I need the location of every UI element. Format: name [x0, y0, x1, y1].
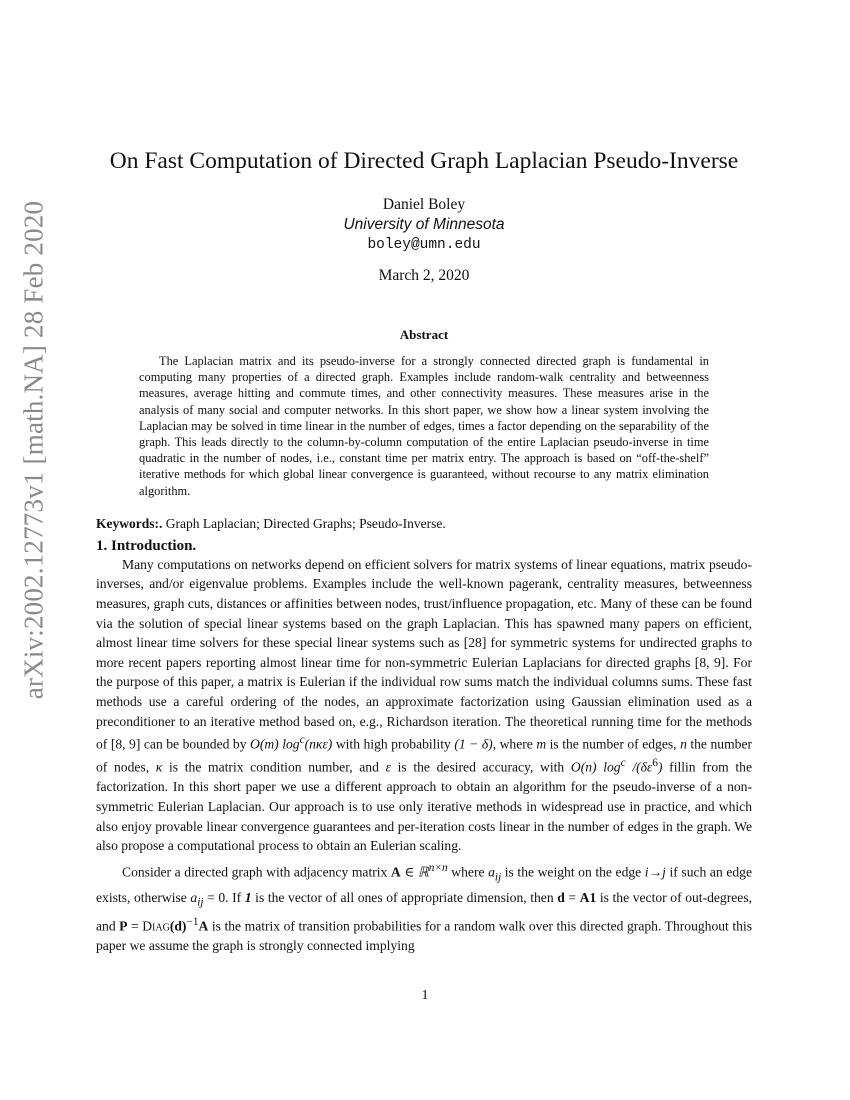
arxiv-stamp — [12, 200, 56, 700]
arxiv-stamp-text: arXiv:2002.12773v1 [math.NA] 28 Feb 2020 — [18, 200, 49, 700]
author-name: Daniel Boley — [382, 196, 466, 213]
section-heading: 1. Introduction. — [96, 537, 197, 554]
intro-paragraph-2: Consider a directed graph with adjacency matrix A ∈ ℝ$^{n\times n}$ where $a_{ij}$ is the weight on the edge i→j if such an edge exists, otherwise $a_{ij} = 0$. If 1 is the vector of all ones of appropriate dimension, then d = A1 is the vector of out-degrees, and $P = Diag(d)^{-1}A$ is the matrix of transition probabilities for a random walk over this directed graph. Throughout this paper we assume the graph is strongly connected implying — [96, 861, 753, 954]
paper-date: March 2, 2020 — [378, 267, 470, 284]
author-email: boley@umn.edu — [367, 237, 481, 253]
paper-title: On Fast Computation of Directed Graph Laplacian Pseudo-Inverse — [109, 148, 739, 174]
abstract-text: The Laplacian matrix and its pseudo-inverse for a strongly connected directed graph is fundamental in computing many properties of a directed graph. Examples include random-walk centrality and betweenness measures, average hitting and commute times, and other connectivity measures. These measures arise in the analysis of many social and computer networks. In this short paper, we show how a linear system involving the Laplacian may be solved in time linear in the number of edges, times a factor depending on the separability of the graph. This leads directly to the column-by-column computation of the entire Laplacian pseudo-inverse in time quadratic in the number of nodes, i.e., constant time per matrix entry. The approach is based on “off-the-shelf” iterative methods for which global linear convergence is guaranteed, without recourse to any matrix elimination algorithm. — [139, 354, 709, 498]
author-affiliation: University of Minnesota — [343, 216, 505, 233]
keywords-label: Keywords:. — [96, 515, 163, 531]
abstract-heading: Abstract — [399, 327, 449, 342]
keywords-text: Graph Laplacian; Directed Graphs; Pseudo-Inverse. — [162, 515, 446, 531]
intro-paragraph-1: Many computations on networks depend on efficient solvers for matrix systems of linear equations, matrix pseudo-inverses, and/or eigenvalue problems. Examples include the well-known pagerank, centrality measures, betweenness measures, graph cuts, distances or affinities between nodes, trust/influence propagation, etc. Many of these can be found via the solution of special linear systems based on the graph Laplacian. This has spawned many papers on efficient, almost linear time solvers for these special linear systems such as [28] for symmetric systems for undirected graphs to more recent papers reporting almost linear time for non-symmetric Eulerian Laplacians for directed graphs [8, 9]. For the purpose of this paper, a matrix is Eulerian if the individual row sums match the individual columns sums. These fast methods use a careful ordering of the nodes, an approximate factorization using Gaussian elimination used as a preconditioner to an iterative method based on, e.g., Richardson iteration. The theoretical running time for the methods of [8, 9] can be bounded by O(m) $\log^c(n\kappa\varepsilon)$ with high probability (1 − δ), where m is the number of edges, n the number of nodes, κ is the matrix condition number, and ε is the desired accuracy, with O(n) $\log^c /(\delta\varepsilon^6)$ fillin from the factorization. In this short paper we use a different approach to obtain an algorithm for the pseudo-inverse of a non-symmetric Eulerian Laplacian. Our approach is to use only iterative methods in widespread use in practice, and which also enjoy provable linear convergence guarantees and per-iteration costs linear in the number of edges in the graph. We also propose a computational process to obtain an Eulerian scaling. — [96, 556, 752, 854]
page-number: 1 — [421, 988, 429, 1003]
keywords — [96, 516, 752, 532]
paper-page — [96, 148, 752, 956]
